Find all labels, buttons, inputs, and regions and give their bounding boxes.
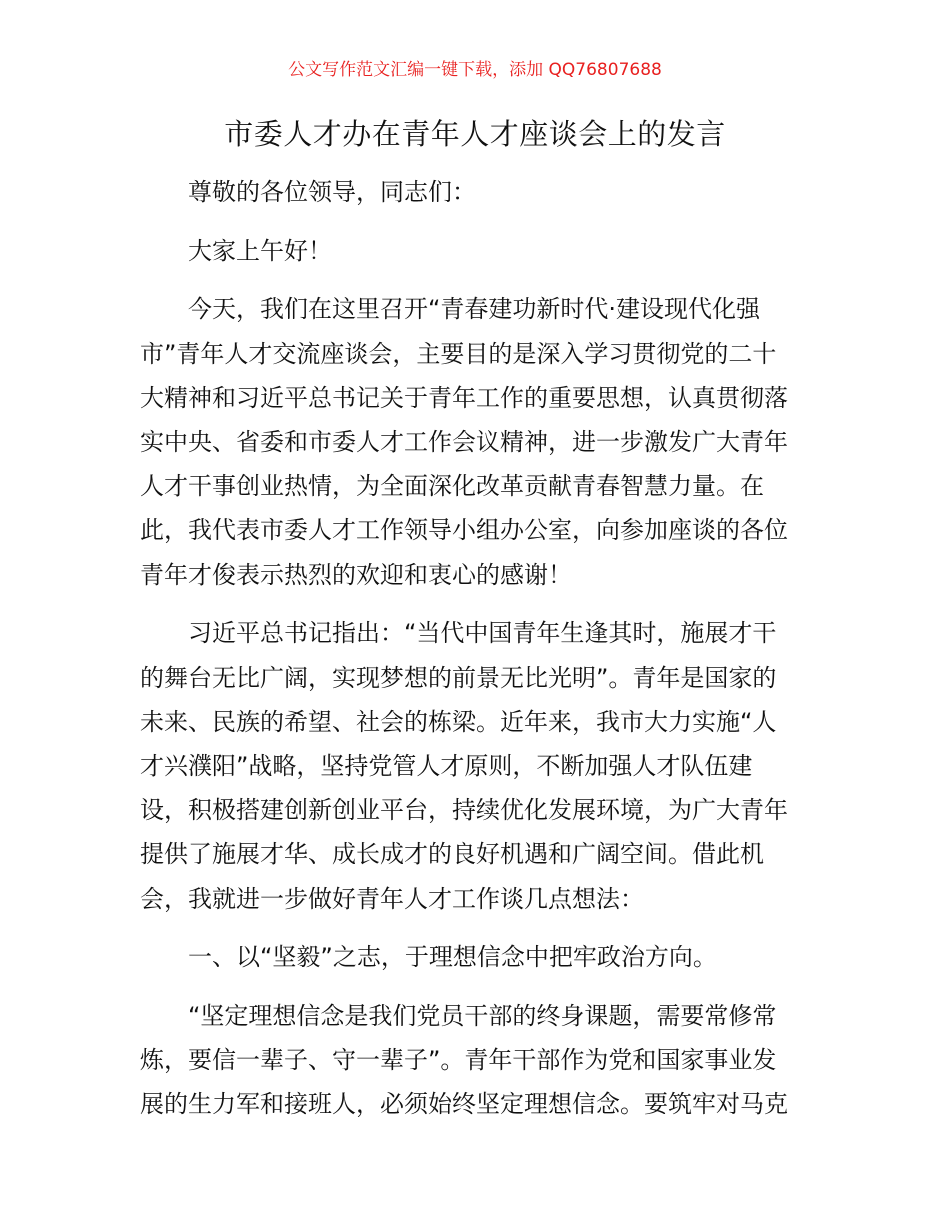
paragraph-line: 青年才俊表示热烈的欢迎和衷心的感谢！ [140,560,572,589]
paragraph-line: 设，积极搭建创新创业平台，持续优化发展环境，为广大青年 [140,796,788,825]
paragraph-line: 大家上午好！ [188,236,332,265]
paragraph-line: 炼，要信一辈子、守一辈子”。青年干部作为党和国家事业发 [140,1046,777,1075]
paragraph-line: 大精神和习近平总书记关于青年工作的重要思想，认真贯彻落 [140,383,788,412]
paragraph-line: 人才干事创业热情，为全面深化改革贡献青春智慧力量。在 [140,472,764,501]
paragraph-line: 习近平总书记指出：“当代中国青年生逢其时，施展才干 [188,619,777,648]
paragraph-line: 实中央、省委和市委人才工作会议精神，进一步激发广大青年 [140,428,788,457]
paragraph-line: 未来、民族的希望、社会的栋梁。近年来，我市大力实施“人 [140,707,777,736]
paragraph-line: 提供了施展才华、成长成才的良好机遇和广阔空间。借此机 [140,840,764,869]
paragraph-line: “坚定理想信念是我们党员干部的终身课题，需要常修常 [188,1001,777,1030]
paragraph-line: 的舞台无比广阔，实现梦想的前景无比光明”。青年是国家的 [140,663,777,692]
section-paragraph [140,994,812,1127]
paragraph-line: 展的生力军和接班人，必须始终坚定理想信念。要筑牢对马克 [140,1090,788,1119]
paragraph-line: 尊敬的各位领导，同志们： [188,178,476,206]
paragraph-line: 会，我就进一步做好青年人才工作谈几点想法： [140,884,644,913]
quote-paragraph [140,611,812,920]
download-promo-note: 公文写作范文汇编一键下载，添加 QQ76807688 [288,60,662,80]
salutation-paragraph [140,170,812,214]
paragraph-line: 今天，我们在这里召开“青春建功新时代·建设现代化强 [188,295,761,324]
paragraph-line: 此，我代表市委人才工作领导小组办公室，向参加座谈的各位 [140,516,788,545]
document-title: 市委人才办在青年人才座谈会上的发言 [224,117,726,151]
paragraph-line: 一、以“坚毅”之志，于理想信念中把牢政治方向。 [188,943,717,972]
opening-paragraph [140,287,812,596]
paragraph-line: 才兴濮阳”战略，坚持党管人才原则，不断加强人才队伍建 [140,751,753,780]
paragraph-line: 市”青年人才交流座谈会，主要目的是深入学习贯彻党的二十 [140,339,777,368]
greeting-paragraph [140,229,812,273]
section-heading [140,935,812,979]
document-body [140,170,812,1127]
